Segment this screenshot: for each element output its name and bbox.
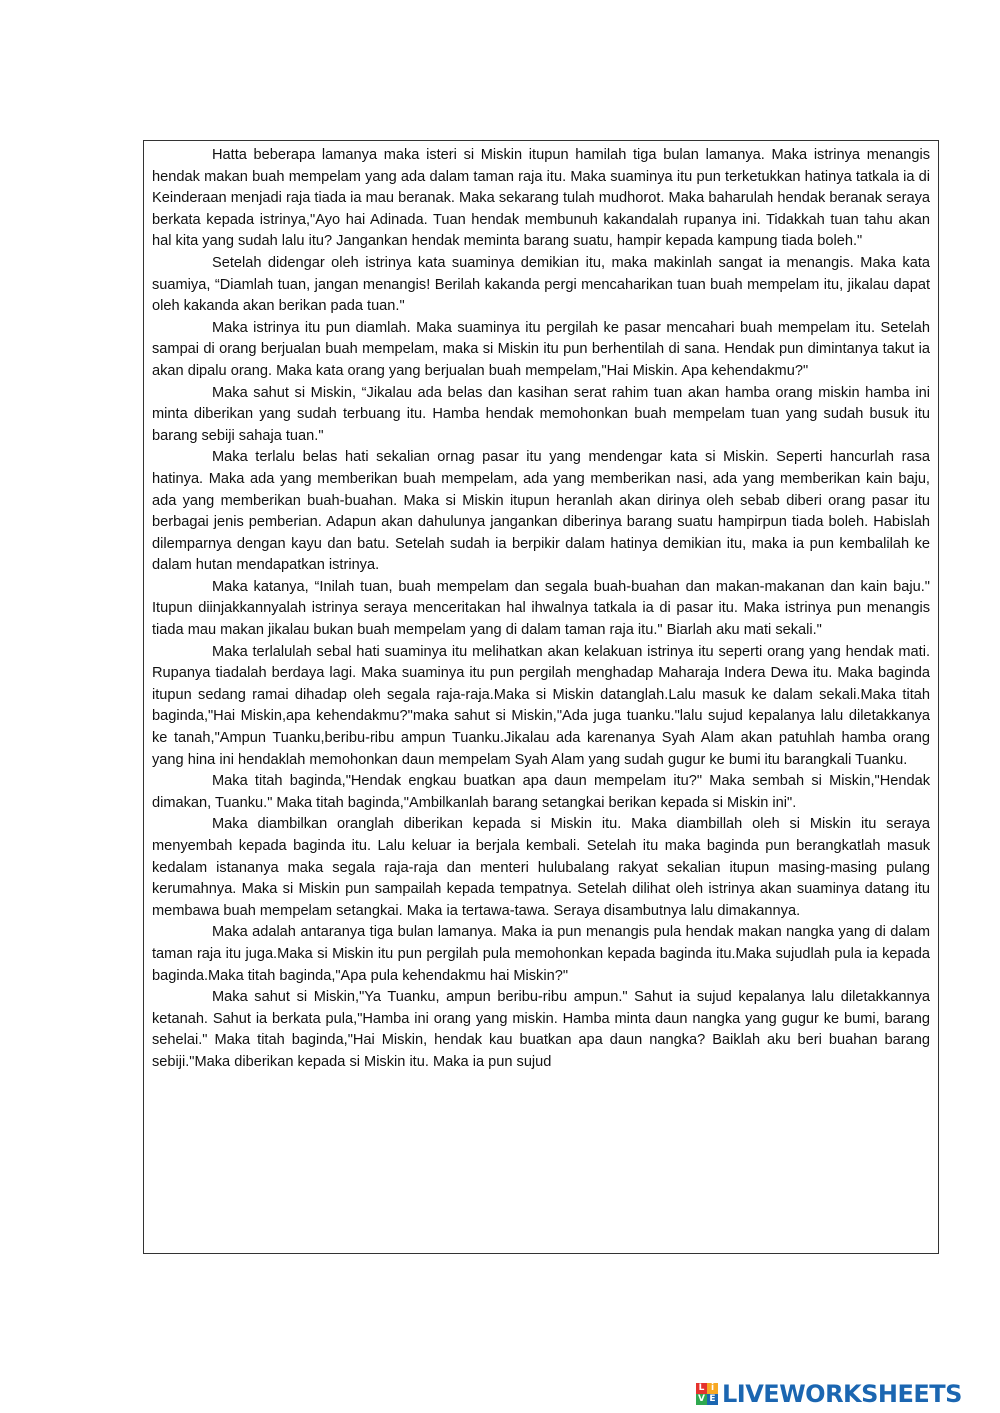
logo-mark-icon <box>696 1383 718 1405</box>
logo-mark-letter: L <box>696 1383 707 1394</box>
paragraph-5: Maka terlalu belas hati sekalian ornag pasar itu yang mendengar kata si Miskin. Seperti hancurlah rasa hatinya. Maka ada yang memberikan buah mempelam, ada yang memberikan nasi, ada yang memberikan kain baju, ada yang memberikan buah-buahan. Maka si Miskin itupun heranlah akan dirinya oleh sebab diberi orang pasar itu berbagai jenis pemberian. Adapun akan dahulunya jangankan diberinya barang suatu hampirpun tiada boleh. Habislah dilemparnya dengan kayu dan batu. Setelah sudah ia berpikir dalam hatinya demikian itu, maka ia pun kembalilah ke dalam hutan mendapatkan istrinya. <box>152 449 930 574</box>
paragraph-11: Maka sahut si Miskin,"Ya Tuanku, ampun beribu-ribu ampun." Sahut ia sujud kepalanya lalu diletakkannya ketanah. Sahut ia berkata pula,"Hamba ini orang yang miskin. Hamba minta daun nangka yang gugur ke bumi, barang sehelai." Maka titah baginda,"Hai Miskin, hendak kau buatkan apa daun nangka? Baiklah aku beri buahan barang sebiji."Maka diberikan kepada si Miskin itu. Maka ia pun sujud <box>152 989 930 1070</box>
logo-mark-letter: E <box>707 1394 718 1405</box>
story-text-box <box>143 140 939 1254</box>
paragraph-3: Maka istrinya itu pun diamlah. Maka suaminya itu pergilah ke pasar mencahari buah mempelam itu. Setelah sampai di orang berjualan buah mempelam, maka si Miskin itu pun berhentilah di sana. Hendak pun dimintanya takut ia akan dipalu orang. Maka kata orang yang berjualan buah mempelam,"Hai Miskin. Apa kehendakmu?" <box>152 319 930 379</box>
logo-text: LIVEWORKSHEETS <box>722 1380 962 1408</box>
paragraph-8: Maka titah baginda,"Hendak engkau buatkan apa daun mempelam itu?" Maka sembah si Miskin,"Hendak dimakan, Tuanku." Maka titah baginda,"Ambilkanlah barang setangkai berikan kepada si Miskin ini". <box>152 773 930 811</box>
paragraph-10: Maka adalah antaranya tiga bulan lamanya. Maka ia pun menangis pula hendak makan nangka yang di dalam taman raja itu juga.Maka si Miskin itu pun pergilah pula memohonkan kepada baginda itu.Maka sujudlah pula ia kepada baginda.Maka titah baginda,"Apa pula kehendakmu hai Miskin?" <box>152 924 930 984</box>
paragraph-7: Maka terlalulah sebal hati suaminya itu melihatkan akan kelakuan istrinya itu seperti orang yang hendak mati. Rupanya tiadalah berdaya lagi. Maka suaminya itu pun pergilah menghadap Maharaja Indera Dewa itu. Maka baginda itupun sedang ramai dihadap oleh segala raja-raja.Maka si Miskin datanglah.Lalu masuk ke dalam sekali.Maka titah baginda,"Hai Miskin,apa kehendakmu?"maka sahut si Miskin,"Ada juga tuanku."lalu sujud kepalanya lalu diletakkanya ke tanah,"Ampun Tuanku,beribu-ribu ampun Tuanku.Jikalau ada karenanya Syah Alam akan patuhlah hamba orang yang hina ini hendaklah memohonkan daun mempelam Syah Alam yang sudah gugur ke bumi itu barangkali Tuanku. <box>152 643 930 768</box>
liveworksheets-logo <box>696 1379 962 1409</box>
paragraph-6: Maka katanya, “Inilah tuan, buah mempelam dan segala buah-buahan dan makan-makanan dan kain baju." Itupun diinjakkannyalah istrinya seraya menceritakan hal ihwalnya tatkala ia di pasar itu. Maka istrinya pun menangis tiada mau makan jikalau bukan buah mempelam yang di dalam taman raja itu." Biarlah aku mati sekali." <box>152 578 930 639</box>
logo-mark-letter: i <box>707 1383 718 1394</box>
logo-mark-letter: V <box>696 1394 707 1405</box>
paragraph-2: Setelah didengar oleh istrinya kata suaminya demikian itu, maka makinlah sangat ia menangis. Maka kata suamiya, “Diamlah tuan, jangan menangis! Berilah kakanda pergi mencaharikan tuan buah mempelam itu, jikalau dapat oleh kakanda akan berikan pada tuan." <box>152 254 930 315</box>
paragraph-9: Maka diambilkan oranglah diberikan kepada si Miskin itu. Maka diambillah oleh si Miskin itu seraya menyembah kepada baginda itu. Lalu keluar ia berjala kembali. Setelah itu maka baginda pun berangkatlah masuk kedalam istananya maka segala raja-raja dan menteri hulubalang rakyat sekalian itupun masing-masing pulang kerumahnya. Maka si Miskin pun sampailah kepada tempatnya. Setelah dilihat oleh istrinya akan suaminya datang itu membawa buah mempelam setangkai. Maka ia tertawa-tawa. Seraya disambutnya lalu dimakannya. <box>152 816 930 919</box>
paragraph-1: Hatta beberapa lamanya maka isteri si Miskin itupun hamilah tiga bulan lamanya. Maka istrinya menangis hendak makan buah mempelam yang ada dalam taman raja itu. Maka suaminya itu pun terketukkan hatinya tatkala ia di Keinderaan menjadi raja tiada ia mau beranak. Maka sekarang tulah mudhorot. Maka baharulah hendak beranak seraya berkata kepada istrinya,"Ayo hai Adinada. Tuan hendak membunuh kakandalah rupanya ini. Tidakkah tuan tahu akan hal kita yang sudah lalu itu? Jangankan hendak meminta barang suatu, hampir kepada kampung tiada boleh." <box>152 147 930 250</box>
paragraph-4: Maka sahut si Miskin, “Jikalau ada belas dan kasihan serat rahim tuan akan hamba orang miskin hamba ini minta diberikan yang sudah terbuang itu. Hamba hendak memohonkan buah mempelam tuan yang sudah busuk itu barang sebiji sahaja tuan." <box>152 384 930 444</box>
